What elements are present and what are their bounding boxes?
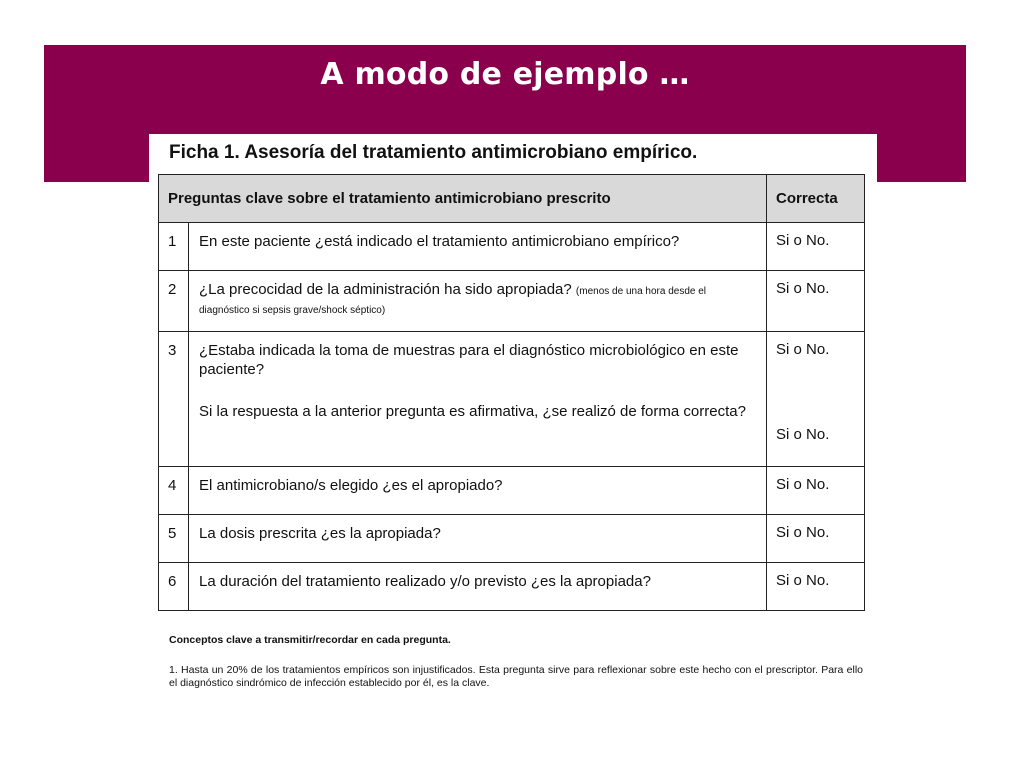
row-question: ¿Estaba indicada la toma de muestras para el diagnóstico microbiológico en este paciente? xyxy=(199,342,739,378)
row-number: 1 xyxy=(159,223,189,271)
row-answer: Si o No. xyxy=(767,467,865,515)
row-question: ¿La precocidad de la administración ha sido apropiada? xyxy=(199,281,572,298)
row-answer: Si o No. xyxy=(767,223,865,271)
row-answer: Si o No. xyxy=(767,563,865,611)
row-sub-question: Si la respuesta a la anterior pregunta es afirmativa, ¿se realizó de forma correcta? xyxy=(199,403,746,420)
row-question: La duración del tratamiento realizado y/o previsto ¿es la apropiada? xyxy=(189,563,767,611)
row-question: La dosis prescrita ¿es la apropiada? xyxy=(189,515,767,563)
row-number: 6 xyxy=(159,563,189,611)
table-row xyxy=(159,332,865,467)
header-questions: Preguntas clave sobre el tratamiento antimicrobiano prescrito xyxy=(159,175,767,223)
row-answer: Si o No. xyxy=(767,515,865,563)
row-number: 4 xyxy=(159,467,189,515)
row-sub-answer: Si o No. xyxy=(776,426,830,443)
row-answer: Si o No. xyxy=(767,271,865,332)
document-heading: Ficha 1. Asesoría del tratamiento antimicrobiano empírico. xyxy=(169,142,698,163)
table-row xyxy=(159,515,865,563)
key-concepts xyxy=(169,634,863,690)
row-question-note: (menos de una hora desde el diagnóstico si sepsis grave/shock séptico) xyxy=(199,286,707,316)
table-row xyxy=(159,563,865,611)
questions-table xyxy=(158,174,865,611)
row-question: En este paciente ¿está indicado el tratamiento antimicrobiano empírico? xyxy=(189,223,767,271)
table-row xyxy=(159,467,865,515)
row-question-cell xyxy=(189,271,767,332)
row-question: El antimicrobiano/s elegido ¿es el apropiado? xyxy=(189,467,767,515)
key-concepts-title: Conceptos clave a transmitir/recordar en cada pregunta. xyxy=(169,634,451,646)
row-answer-cell xyxy=(767,332,865,467)
row-number: 2 xyxy=(159,271,189,332)
slide-title: A modo de ejemplo … xyxy=(320,57,690,92)
row-number: 3 xyxy=(159,332,189,467)
row-number: 5 xyxy=(159,515,189,563)
header-correct: Correcta xyxy=(767,175,865,223)
key-concepts-text: 1. Hasta un 20% de los tratamientos empíricos son injustificados. Esta pregunta sirve para reflexionar sobre este hecho con el prescriptor. Para ello el diagnóstico sindrómico de infección establecido por él, es la clave. xyxy=(169,664,863,689)
table-row xyxy=(159,271,865,332)
table-header-row xyxy=(159,175,865,223)
document-image xyxy=(149,134,877,714)
row-answer: Si o No. xyxy=(776,341,830,358)
row-question-cell xyxy=(189,332,767,467)
table-row xyxy=(159,223,865,271)
